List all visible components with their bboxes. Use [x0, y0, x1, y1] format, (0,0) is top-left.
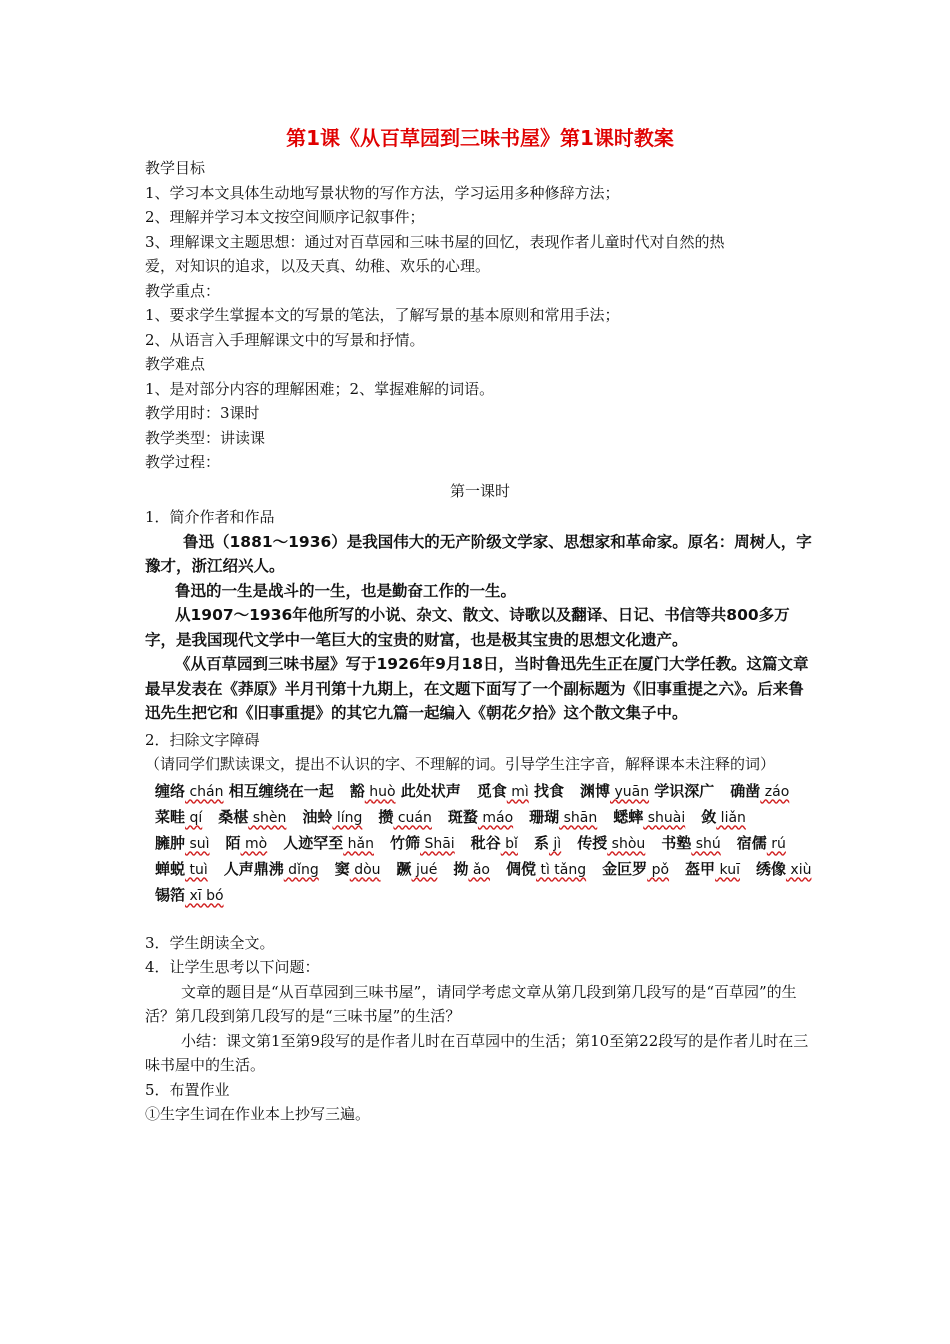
vocab-pinyin: ǎo — [468, 861, 490, 878]
vocab-pinyin: bǐ — [500, 835, 518, 852]
vocab-item — [350, 779, 461, 805]
vocab-pinyin: chán — [185, 783, 224, 800]
vocab-word: 缠络 — [155, 781, 186, 800]
author-intro-paragraph: 《从百草园到三味书屋》写于1926年9月18日，当时鲁迅先生正在厦门大学任教。这篇文章最早发表在《莽原》半月刊第十九期上，在文题下面写了一个副标题为《旧事重提之六》。后来鲁迅先生把它和《旧事重提》的其它九篇一起编入《朝花夕拾》这个散文集子中。 — [145, 655, 809, 722]
vocab-item — [335, 857, 381, 883]
vocab-note: 学识深广 — [649, 781, 715, 800]
objectives-heading: 教学目标 — [145, 159, 206, 177]
vocab-item — [283, 831, 374, 857]
vocabulary-list — [155, 779, 815, 909]
vocab-note: 此处状声 — [395, 781, 461, 800]
objective-item: 1、学习本文具体生动地写景状物的写作方法，学习运用多种修辞方法； — [145, 183, 620, 202]
vocab-word: 豁 — [349, 781, 365, 800]
vocab-pinyin: záo — [760, 783, 790, 800]
vocab-pinyin: shú — [691, 835, 721, 852]
vocab-item — [397, 857, 438, 883]
teaching-type: 教学类型：讲读课 — [145, 428, 266, 447]
vocab-item — [453, 857, 490, 883]
vocab-note: 相互缠绕在一起 — [223, 781, 334, 800]
vocab-item — [730, 779, 789, 805]
vocab-word: 绣像 — [755, 859, 786, 878]
vocab-pinyin: mì — [506, 783, 529, 800]
author-intro-paragraph: 从1907～1936年他所写的小说、杂文、散文、诗歌以及翻译、日记、书信等共800多万字，是我国现代文学中一笔巨大的宝贵的财富，也是极其宝贵的思想文化遗产。 — [145, 606, 790, 649]
vocab-pinyin: pǒ — [647, 861, 670, 878]
vocab-word: 敛 — [701, 807, 717, 826]
vocab-word: 宿儒 — [736, 833, 767, 852]
section1-heading: 1．简介作者和作品 — [145, 508, 275, 526]
key-point-item: 1、要求学生掌握本文的写景的笔法，了解写景的基本原则和常用手法； — [145, 306, 620, 324]
vocab-word: 斑蝥 — [447, 807, 478, 826]
vocab-pinyin: jì — [548, 835, 562, 852]
vocab-item — [155, 805, 202, 831]
vocab-item — [155, 857, 208, 883]
vocab-note: 找食 — [528, 781, 564, 800]
vocab-item — [602, 857, 669, 883]
key-point-item: 2、从语言入手理解课文中的写景和抒情。 — [145, 330, 425, 349]
vocab-word: 秕谷 — [470, 833, 501, 852]
vocab-pinyin: shān — [559, 809, 598, 826]
vocab-item — [756, 857, 812, 883]
lesson-plan-document — [145, 118, 815, 1127]
vocab-pinyin: líng — [332, 809, 363, 826]
vocab-item — [390, 831, 455, 857]
difficulties-heading: 教学难点 — [145, 355, 206, 373]
vocab-pinyin: rú — [766, 835, 786, 852]
vocab-word: 陌 — [225, 833, 241, 852]
vocab-pinyin: liǎn — [716, 809, 746, 826]
vocab-word: 倜傥 — [506, 859, 537, 878]
vocab-pinyin: shèn — [248, 809, 287, 826]
vocab-pinyin: xī bó — [185, 887, 224, 904]
vocab-word: 系 — [533, 833, 549, 852]
author-intro-paragraph: 鲁迅的一生是战斗的一生，也是勤奋工作的一生。 — [175, 581, 517, 600]
vocab-pinyin: hǎn — [343, 835, 374, 852]
vocab-item — [302, 805, 362, 831]
vocabulary-row — [155, 779, 815, 909]
vocab-word: 拗 — [453, 859, 469, 878]
vocab-pinyin: shòu — [607, 835, 646, 852]
objective-item: 3、理解课文主题思想：通过对百草园和三味书屋的回忆，表现作者儿童时代对自然的热 — [145, 232, 725, 251]
section2-instruction: （请同学们默读课文，提出不认识的字、不理解的词。引导学生注字音，解释课本未注释的词） — [145, 755, 776, 773]
vocab-item — [737, 831, 786, 857]
vocab-word: 人迹罕至 — [283, 833, 344, 852]
vocab-word: 油蛉 — [302, 807, 333, 826]
vocab-item — [224, 857, 319, 883]
vocab-word: 觅食 — [476, 781, 507, 800]
vocab-word: 攒 — [378, 807, 394, 826]
vocab-word: 锡箔 — [155, 885, 186, 904]
key-points-heading: 教学重点： — [145, 281, 221, 300]
vocab-item — [226, 831, 268, 857]
vocab-word: 金叵罗 — [602, 859, 648, 878]
vocab-item — [378, 805, 432, 831]
vocab-pinyin: huò — [364, 783, 396, 800]
objective-item: 爱，对知识的追求，以及天真、幼稚、欢乐的心理。 — [145, 257, 491, 275]
vocab-item — [448, 805, 513, 831]
vocab-word: 竹筛 — [390, 833, 421, 852]
vocab-word: 菜畦 — [155, 807, 186, 826]
vocab-pinyin: mò — [240, 835, 268, 852]
section5-heading: 5．布置作业 — [145, 1080, 230, 1099]
section2-heading: 2．扫除文字障碍 — [145, 730, 260, 749]
vocab-pinyin: xiù — [785, 861, 812, 878]
vocab-item — [577, 831, 645, 857]
homework-item: ①生字生词在作业本上抄写三遍。 — [145, 1105, 371, 1123]
vocab-pinyin: tì tǎng — [536, 861, 587, 878]
vocab-word: 蝉蜕 — [155, 859, 186, 878]
vocab-item — [155, 779, 334, 805]
vocab-item — [580, 779, 714, 805]
vocab-word: 窦 — [334, 859, 350, 878]
vocab-pinyin: yuān — [610, 783, 650, 800]
teaching-process: 教学过程： — [145, 453, 221, 471]
vocab-word: 书塾 — [661, 833, 692, 852]
vocab-item — [155, 831, 210, 857]
section4-summary: 小结：课文第1至第9段写的是作者儿时在百草园中的生活；第10至第22段写的是作者儿时在三味书屋中的生活。 — [145, 1031, 809, 1074]
vocab-item — [477, 779, 564, 805]
vocab-item — [471, 831, 518, 857]
vocab-item — [218, 805, 286, 831]
vocab-word: 蹶 — [396, 859, 412, 878]
vocab-word: 渊博 — [579, 781, 610, 800]
vocab-item — [155, 883, 224, 909]
vocab-pinyin: cuán — [393, 809, 432, 826]
vocab-pinyin: máo — [477, 809, 514, 826]
vocab-item — [529, 805, 597, 831]
vocab-word: 臃肿 — [155, 833, 186, 852]
lesson-one-heading: 第一课时 — [449, 481, 510, 500]
section4-question: 文章的题目是“从百草园到三味书屋”，请同学考虑文章从第几段到第几段写的是“百草园”的生活？第几段到第几段写的是“三味书屋”的生活？ — [145, 982, 797, 1025]
vocab-pinyin: shuài — [643, 809, 686, 826]
vocab-pinyin: jué — [411, 861, 438, 878]
vocab-item — [613, 805, 685, 831]
vocab-pinyin: kuī — [715, 861, 740, 878]
vocab-pinyin: Shāi — [420, 835, 455, 852]
vocab-pinyin: tuì — [185, 861, 208, 878]
teaching-hours: 教学用时：3课时 — [145, 404, 260, 422]
vocab-word: 人声鼎沸 — [223, 859, 284, 878]
page-title: 第1课《从百草园到三味书屋》第1课时教案 — [286, 126, 674, 150]
author-intro-paragraph: 鲁迅（1881～1936）是我国伟大的无产阶级文学家、思想家和革命家。原名：周树人，字豫才，浙江绍兴人。 — [145, 532, 812, 575]
vocab-item — [701, 805, 746, 831]
section3-heading: 3．学生朗读全文。 — [145, 933, 275, 952]
vocab-word: 盔甲 — [685, 859, 716, 878]
vocab-item — [661, 831, 721, 857]
section4-heading: 4．让学生思考以下问题： — [145, 958, 320, 976]
vocab-pinyin: suì — [185, 835, 210, 852]
vocab-item — [685, 857, 740, 883]
objective-item: 2、理解并学习本文按空间顺序记叙事件； — [145, 208, 425, 226]
vocab-word: 确凿 — [730, 781, 761, 800]
vocab-item — [534, 831, 561, 857]
vocab-word: 珊瑚 — [529, 807, 560, 826]
vocab-word: 传授 — [577, 833, 608, 852]
vocab-item — [506, 857, 586, 883]
author-intro — [145, 530, 815, 726]
vocab-pinyin: qí — [185, 809, 203, 826]
vocab-pinyin: dòu — [349, 861, 381, 878]
vocab-word: 蟋蟀 — [613, 807, 644, 826]
vocab-pinyin: dǐng — [283, 861, 319, 878]
difficulties-text: 1、是对部分内容的理解困难；2、掌握难解的词语。 — [145, 379, 495, 398]
vocab-word: 桑椹 — [218, 807, 249, 826]
